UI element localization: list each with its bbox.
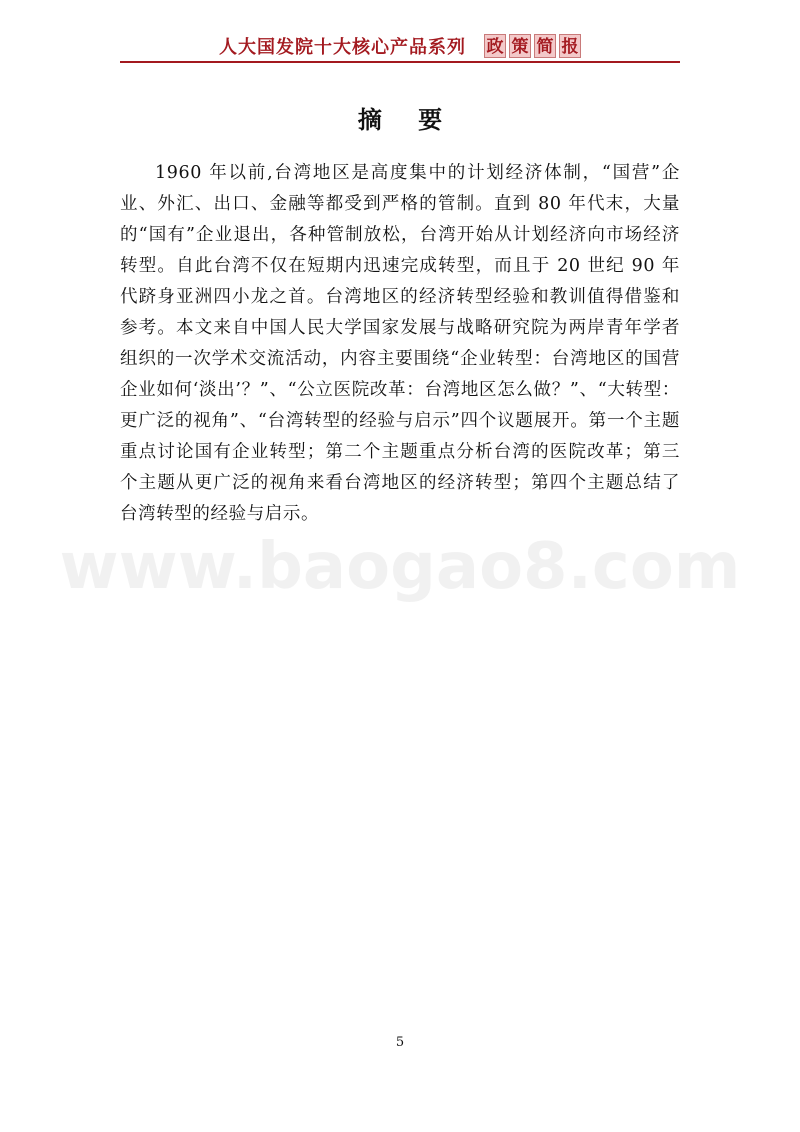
page-title: 摘 要 — [357, 105, 457, 134]
abstract-paragraph: 1960 年以前,台湾地区是高度集中的计划经济体制，“国营”企业、外汇、出口、金融等都受到严格的管制。直到 80 年代末，大量的“国有”企业退出，各种管制放松，台湾开始从计划经济向市场经济转型。自此台湾不仅在短期内迅速完成转型，而且于 20 世纪 90 年代跻身亚洲四小龙之首。台湾地区的经济转型经验和教训值得借鉴和参考。本文来自中国人民大学国家发展与战略研究院为两岸青年学者组织的一次学术交流活动，内容主要围绕“企业转型：台湾地区的国营企业如何‘淡出’？”、“公立医院改革：台湾地区怎么做？”、“大转型：更广泛的视角”、“台湾转型的经验与启示”四个议题展开。第一个主题重点讨论国有企业转型；第二个主题重点分析台湾的医院改革；第三个主题从更广泛的视角来看台湾地区的经济转型；第四个主题总结了台湾转型的经验与启示。 — [120, 163, 680, 524]
brand-char: 政 — [484, 34, 506, 58]
brand-char: 简 — [534, 34, 556, 58]
watermark: www.baogao8.com — [59, 530, 741, 604]
brand-char: 策 — [509, 34, 531, 58]
brand-logo — [484, 34, 581, 58]
page-header — [120, 30, 680, 62]
page-number: 5 — [395, 1035, 405, 1050]
brand-char: 报 — [559, 34, 581, 58]
header-divider — [120, 61, 680, 63]
series-title: 人大国发院十大核心产品系列 — [219, 37, 466, 58]
